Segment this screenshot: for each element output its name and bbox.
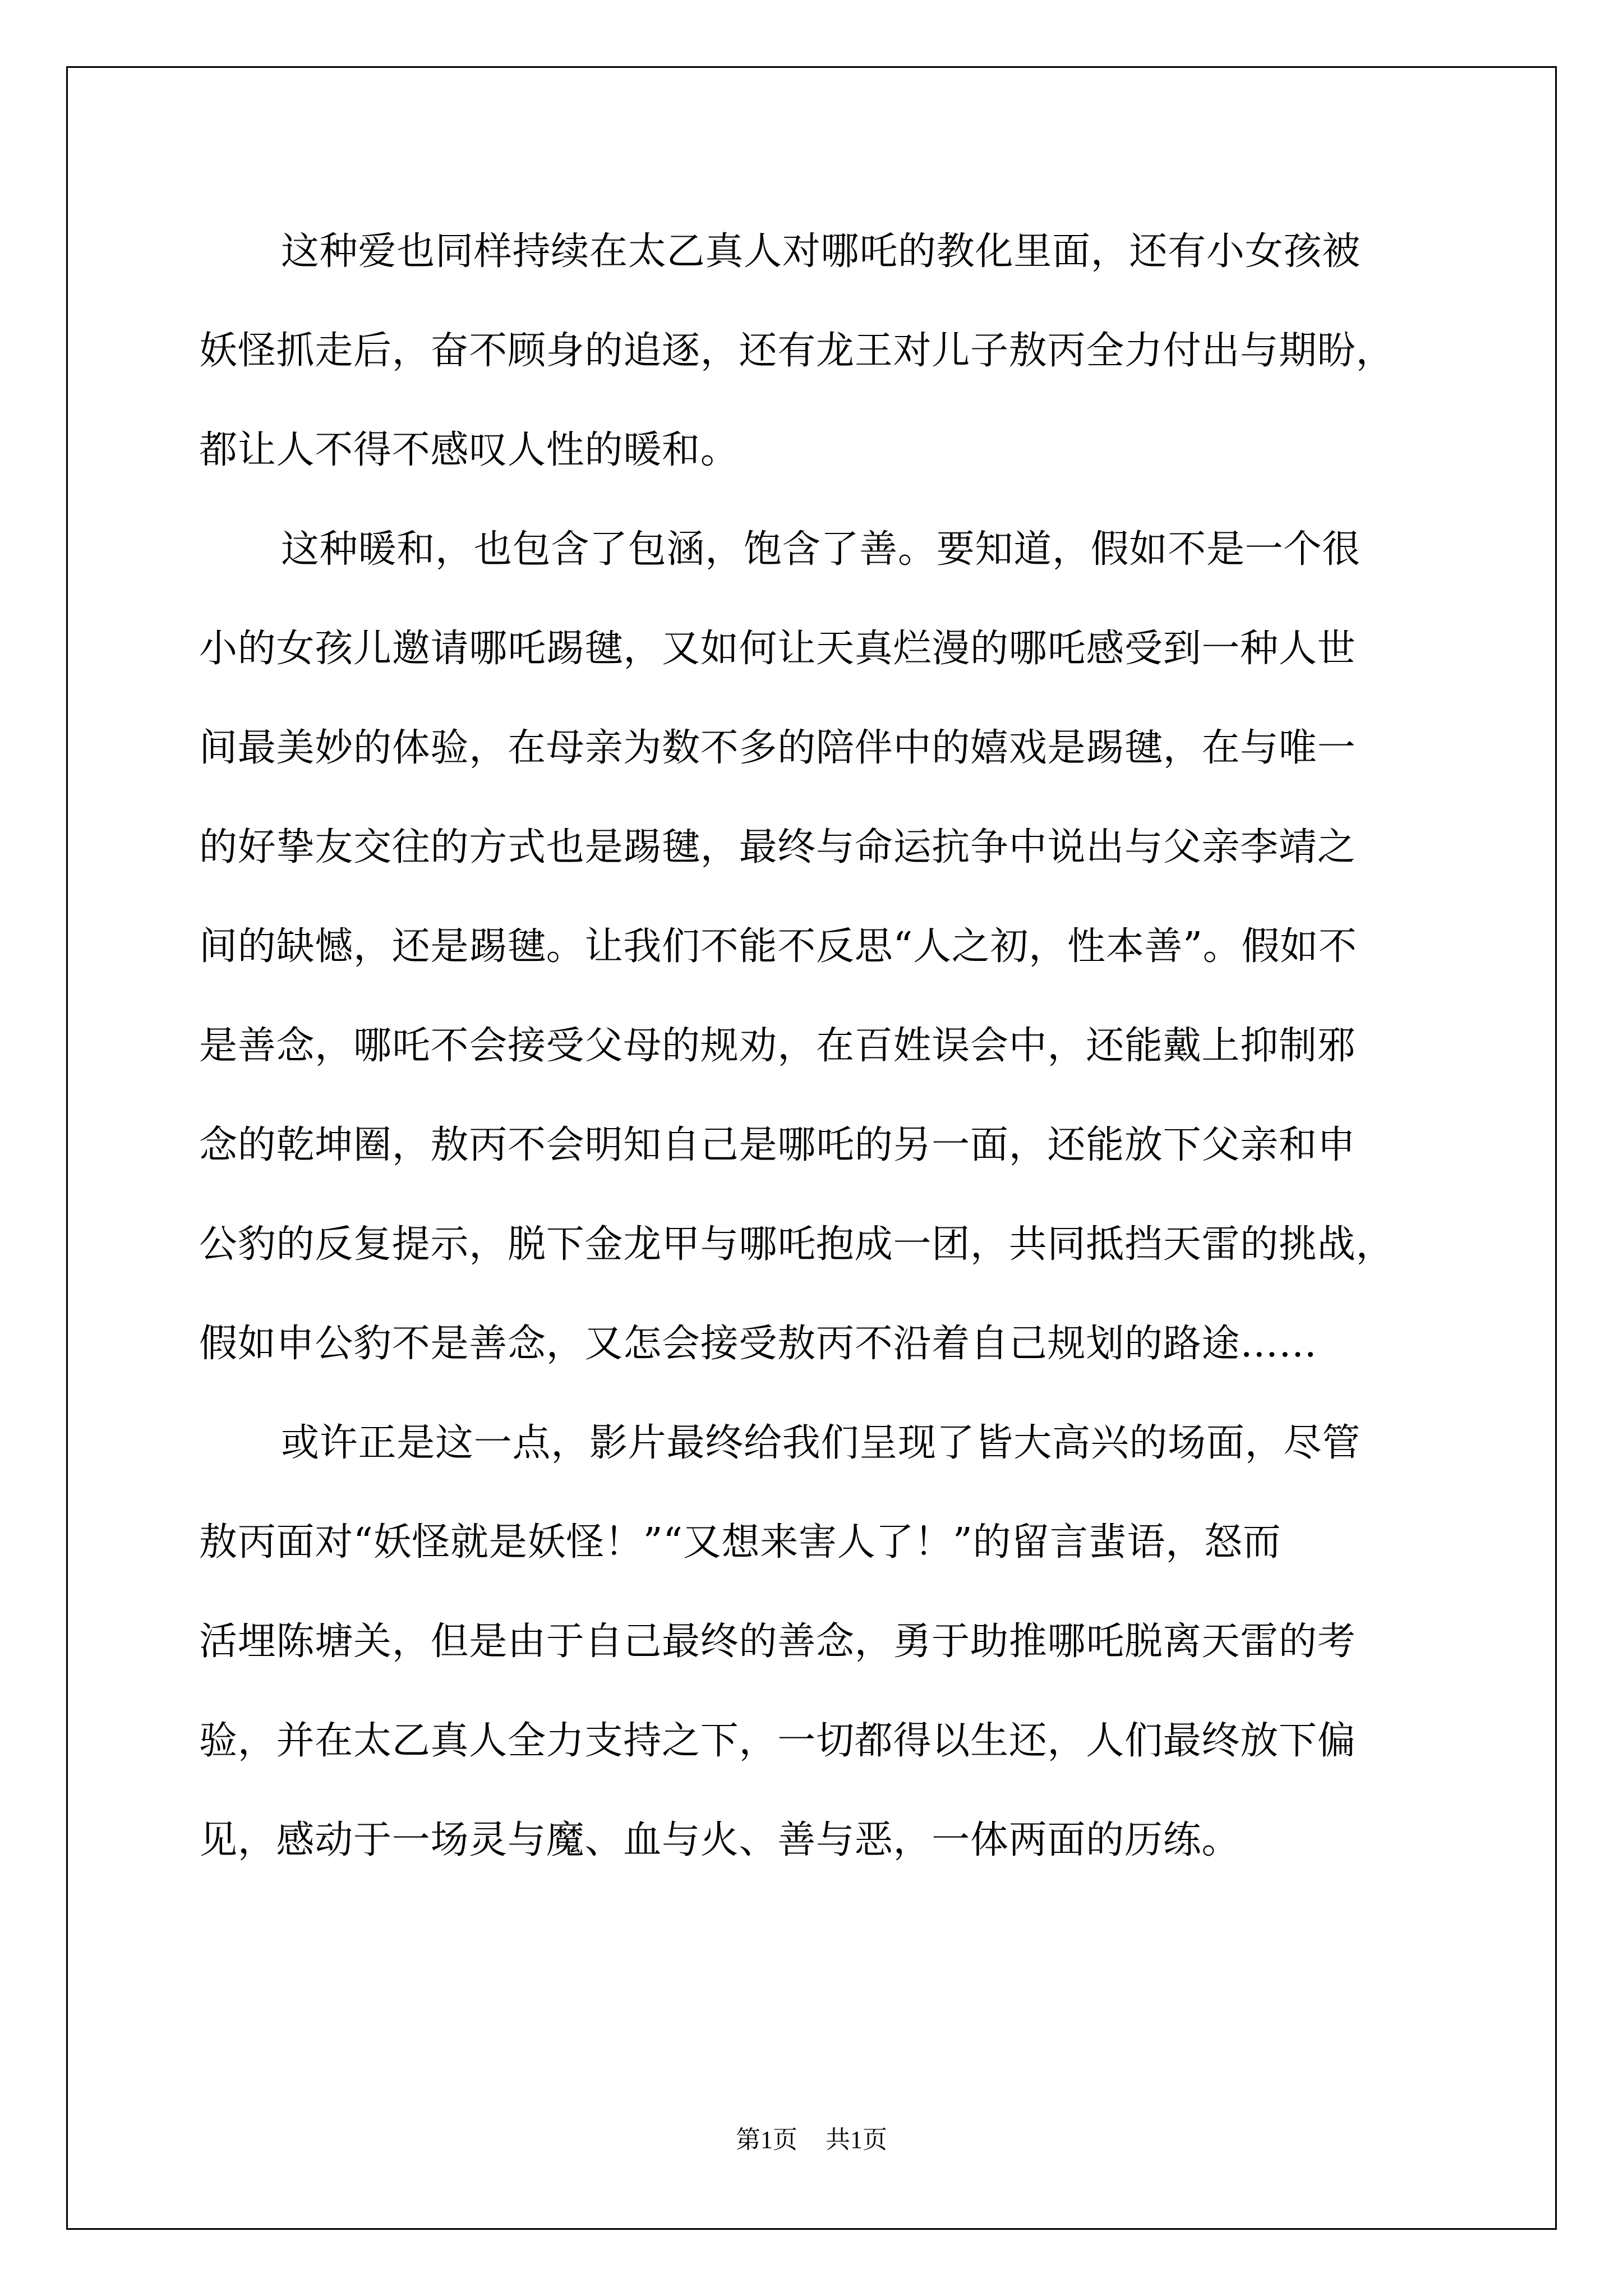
paragraph-line: 都让人不得不感叹人性的暖和。 — [199, 428, 739, 472]
paragraph-line: 念的乾坤圈，敖丙不会明知自己是哪吒的另一面，还能放下父亲和申 — [199, 1123, 1356, 1167]
paragraph-line: 是善念，哪吒不会接受父母的规劝，在百姓误会中，还能戴上抑制邪 — [199, 1024, 1356, 1068]
paragraph-1 — [199, 202, 1427, 500]
page-number-total: 共1页 — [826, 2126, 887, 2154]
paragraph-line: 这种爱也同样持续在太乙真人对哪吒的教化里面，还有小女孩被 — [281, 229, 1361, 274]
page-number-current: 第1页 — [736, 2126, 797, 2154]
document-body — [199, 202, 1427, 1890]
paragraph-line: 这种暖和，也包含了包涵，饱含了善。要知道，假如不是一个很 — [281, 527, 1361, 572]
paragraph-line: 或许正是这一点，影片最终给我们呈现了皆大高兴的场面，尽管 — [281, 1421, 1361, 1465]
paragraph-line: 验，并在太乙真人全力支持之下，一切都得以生还，人们最终放下偏 — [199, 1719, 1356, 1763]
paragraph-line: 间的缺憾，还是踢毽。让我们不能不反思“人之初，性本善”。假如不 — [199, 924, 1357, 969]
paragraph-line: 小的女孩儿邀请哪吒踢毽，又如何让天真烂漫的哪吒感受到一种人世 — [199, 627, 1356, 671]
paragraph-3 — [199, 1393, 1427, 1890]
paragraph-2 — [199, 500, 1427, 1393]
paragraph-line: 假如申公豹不是善念，又怎会接受敖丙不沿着自己规划的路途…… — [199, 1322, 1317, 1366]
paragraph-line: 敖丙面对“妖怪就是妖怪！”“又想来害人了！”的留言蜚语，怒而 — [199, 1520, 1281, 1565]
paragraph-line: 妖怪抓走后，奋不顾身的追逐，还有龙王对儿子敖丙全力付出与期盼， — [199, 329, 1395, 373]
paragraph-line: 间最美妙的体验，在母亲为数不多的陪伴中的嬉戏是踢毽，在与唯一 — [199, 726, 1356, 770]
paragraph-line: 公豹的反复提示，脱下金龙甲与哪吒抱成一团，共同抵挡天雷的挑战， — [199, 1222, 1395, 1267]
paragraph-line: 见，感动于一场灵与魔、血与火、善与恶，一体两面的历练。 — [199, 1818, 1241, 1862]
paragraph-line: 的好挚友交往的方式也是踢毽，最终与命运抗争中说出与父亲李靖之 — [199, 825, 1356, 869]
paragraph-line: 活埋陈塘关，但是由于自己最终的善念，勇于助推哪吒脱离天雷的考 — [199, 1619, 1356, 1664]
page-footer — [0, 2123, 1623, 2157]
